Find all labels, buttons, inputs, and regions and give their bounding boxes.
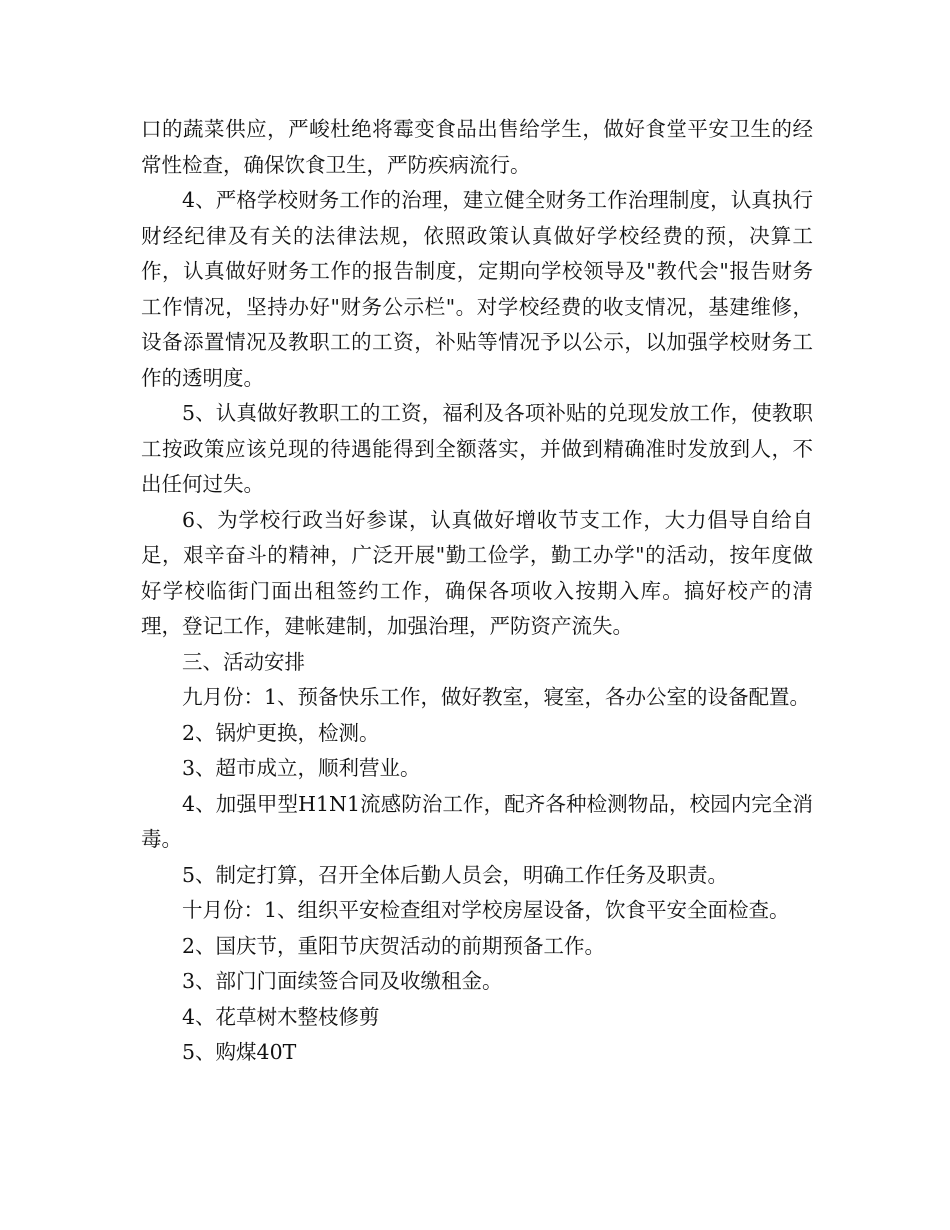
paragraph-september-3: 3、超市成立，顺利营业。 [182, 756, 421, 780]
document-page [141, 112, 813, 1071]
paragraph-october-2: 2、国庆节，重阳节庆贺活动的前期预备工作。 [182, 933, 606, 958]
section-heading-activities: 三、活动安排 [182, 649, 305, 674]
paragraph-item-6: 6、为学校行政当好参谋，认真做好增收节支工作，大力倡导自给自足，艰辛奋斗的精神，广泛开展"勤工俭学，勤工办学"的活动，按年度做好学校临街门面出租签约工作，确保各项收入按期入库。搞好校产的清理，登记工作，建帐建制，加强治理，严防资产流失。 [141, 507, 813, 638]
paragraph-september-2: 2、锅炉更换，检测。 [182, 720, 380, 745]
paragraph-october-3: 3、部门门面续签合同及收缴租金。 [182, 969, 503, 993]
paragraph-october-1: 十月份：1、组织平安检查组对学校房屋设备，饮食平安全面检查。 [182, 898, 790, 922]
paragraph-september-5: 5、制定打算，召开全体后勤人员会，明确工作任务及职责。 [182, 862, 729, 887]
paragraph-continuation: 口的蔬菜供应，严峻杜绝将霉变食品出售给学生，做好食堂平安卫生的经常性检查，确保饮食卫生，严防疾病流行。 [141, 117, 813, 177]
paragraph-item-4: 4、严格学校财务工作的治理，建立健全财务工作治理制度，认真执行财经纪律及有关的法律法规，依照政策认真做好学校经费的预，决算工作，认真做好财务工作的报告制度，定期向学校领导及"教代会"报告财务工作情况，坚持办好"财务公示栏"。对学校经费的收支情况，基建维修，设备添置情况及教职工的工资，补贴等情况予以公示，以加强学校财务工作的透明度。 [141, 188, 813, 390]
paragraph-september-1: 九月份：1、预备快乐工作，做好教室，寝室，各办公室的设备配置。 [182, 685, 811, 709]
paragraph-october-5: 5、购煤40T [182, 1040, 297, 1064]
paragraph-october-4: 4、花草树木整枝修剪 [182, 1004, 380, 1029]
paragraph-item-5: 5、认真做好教职工的工资，福利及各项补贴的兑现发放工作，使教职工按政策应该兑现的待遇能得到全额落实，并做到精确准时发放到人，不出任何过失。 [141, 401, 813, 496]
paragraph-september-4: 4、加强甲型H1N1流感防治工作，配齐各种检测物品，校园内完全消毒。 [141, 791, 813, 851]
